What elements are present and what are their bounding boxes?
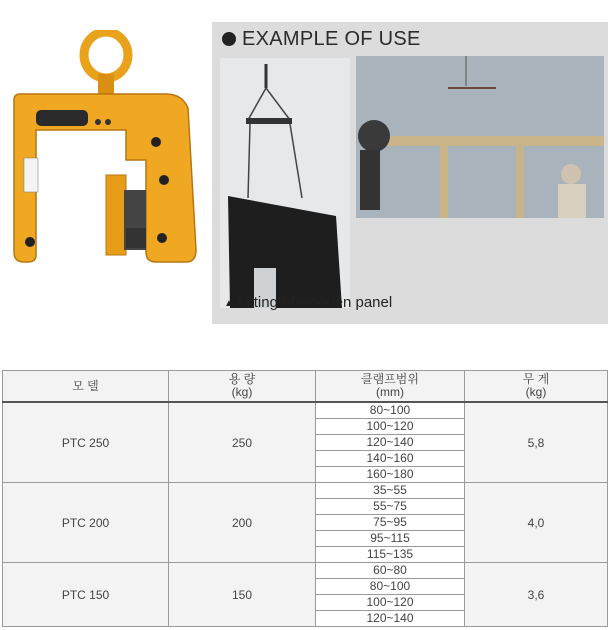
header-model: 모 델 [3, 371, 169, 403]
clamp-range-cell: 60~80 [316, 563, 465, 579]
weight-cell: 5,8 [465, 402, 608, 483]
model-cell: PTC 150 [3, 563, 169, 627]
clamp-range-cell: 35~55 [316, 483, 465, 499]
clamp-range-cell: 160~180 [316, 467, 465, 483]
photo-caption: ▲ Lifting of wooden panel [224, 294, 393, 311]
photo-panel-installation [356, 56, 604, 218]
clamp-range-cell: 95~115 [316, 531, 465, 547]
table-row [3, 402, 608, 419]
clamp-range-cell: 120~140 [316, 435, 465, 451]
clamp-range-cell: 140~160 [316, 451, 465, 467]
capacity-cell: 200 [169, 483, 316, 563]
clamp-range-cell: 55~75 [316, 499, 465, 515]
model-cell: PTC 200 [3, 483, 169, 563]
example-of-use-panel [212, 22, 608, 324]
weight-cell: 3,6 [465, 563, 608, 627]
table-row [3, 483, 608, 499]
clamp-range-cell: 75~95 [316, 515, 465, 531]
clamp-range-cell: 100~120 [316, 419, 465, 435]
example-title: EXAMPLE OF USE [222, 28, 421, 51]
clamp-range-cell: 115~135 [316, 547, 465, 563]
capacity-cell: 150 [169, 563, 316, 627]
bullet-icon [222, 32, 236, 46]
table-row [3, 563, 608, 579]
triangle-bullet-icon: ▲ [224, 298, 234, 309]
header-capacity: 용 량 (kg) [169, 371, 316, 403]
photo-wooden-panel-lift [220, 58, 350, 308]
product-image-clamp [6, 30, 202, 275]
clamp-range-cell: 80~100 [316, 402, 465, 419]
capacity-cell: 250 [169, 402, 316, 483]
clamp-range-cell: 80~100 [316, 579, 465, 595]
table-header-row [3, 371, 608, 403]
header-weight: 무 게 (kg) [465, 371, 608, 403]
clamp-range-cell: 100~120 [316, 595, 465, 611]
spec-table [2, 370, 608, 627]
clamp-range-cell: 120~140 [316, 611, 465, 627]
weight-cell: 4,0 [465, 483, 608, 563]
header-clamp-range: 클램프범위 (mm) [316, 371, 465, 403]
model-cell: PTC 250 [3, 402, 169, 483]
